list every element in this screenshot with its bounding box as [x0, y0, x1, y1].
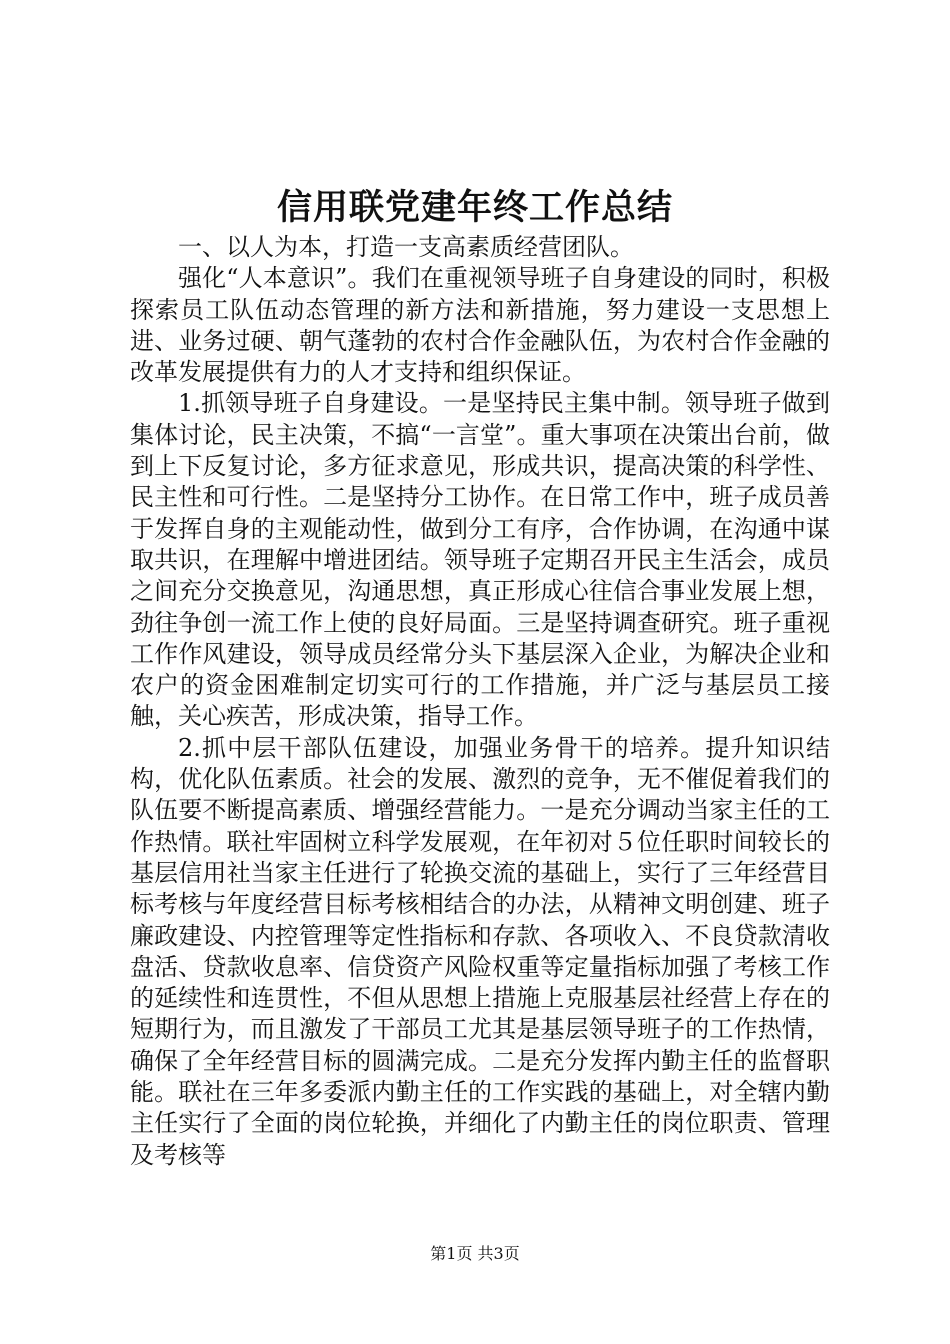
- document-body: [130, 232, 830, 1171]
- body-paragraph: 强化“人本意识”。我们在重视领导班子自身建设的同时，积极探索员工队伍动态管理的新方法和新措施，努力建设一支思想上进、业务过硬、朝气蓬勃的农村合作金融队伍，为农村合作金融的改革发展提供有力的人才支持和组织保证。: [130, 264, 830, 387]
- page-number-footer: 第1页 共3页: [430, 1244, 520, 1263]
- body-paragraph: 2.抓中层干部队伍建设，加强业务骨干的培养。提升知识结构，优化队伍素质。社会的发展、激烈的竞争，无不催促着我们的队伍要不断提高素质、增强经营能力。一是充分调动当家主任的工作热情。联社牢固树立科学发展观，在年初对５位任职时间较长的基层信用社当家主任进行了轮换交流的基础上，实行了三年经营目标考核与年度经营目标考核相结合的办法，从精神文明创建、班子廉政建设、内控管理等定性指标和存款、各项收入、不良贷款清收盘活、贷款收息率、信贷资产风险权重等定量指标加强了考核工作的延续性和连贯性，不但从思想上措施上克服基层社经营上存在的短期行为，而且激发了干部员工尤其是基层领导班子的工作热情，确保了全年经营目标的圆满完成。二是充分发挥内勤主任的监督职能。联社在三年多委派内勤主任的工作实践的基础上，对全辖内勤主任实行了全面的岗位轮换，并细化了内勤主任的岗位职责、管理及考核等: [130, 733, 830, 1169]
- document-title: 信用联党建年终工作总结: [276, 187, 673, 228]
- section-heading: 一、以人为本，打造一支高素质经营团队。: [178, 233, 634, 261]
- body-paragraph: 1.抓领导班子自身建设。一是坚持民主集中制。领导班子做到集体讨论，民主决策，不搞“一言堂”。重大事项在决策出台前，做到上下反复讨论，多方征求意见，形成共识，提高决策的科学性、民主性和可行性。二是坚持分工协作。在日常工作中，班子成员善于发挥自身的主观能动性，做到分工有序，合作协调，在沟通中谋取共识，在理解中增进团结。领导班子定期召开民主生活会，成员之间充分交换意见，沟通思想，真正形成心往信合事业发展上想，劲往争创一流工作上使的良好局面。三是坚持调查研究。班子重视工作作风建设，领导成员经常分头下基层深入企业，为解决企业和农户的资金困难制定切实可行的工作措施，并广泛与基层员工接触，关心疾苦，形成决策，指导工作。: [130, 389, 830, 731]
